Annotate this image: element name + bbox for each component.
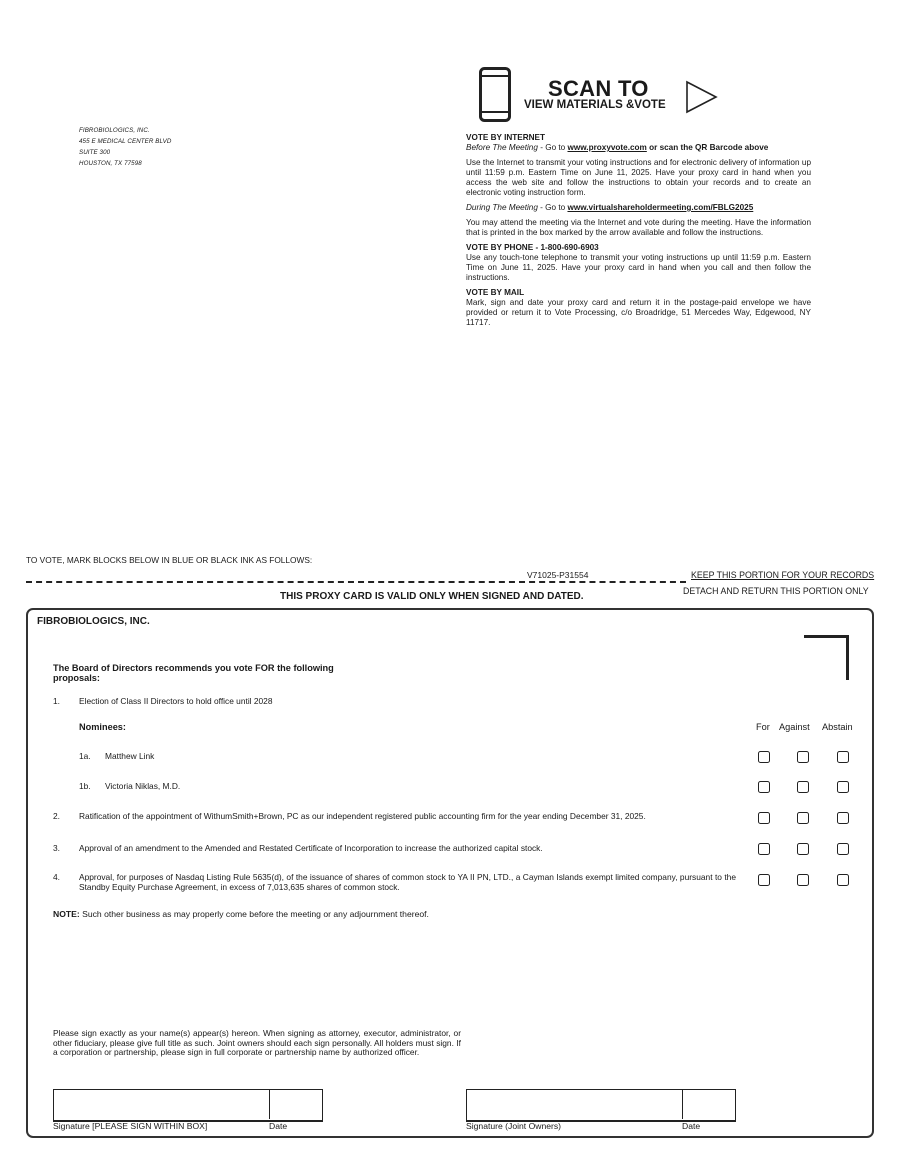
nominees-label: Nominees: — [79, 722, 126, 732]
vote-abstain-checkbox[interactable] — [837, 874, 849, 886]
vote-against-checkbox[interactable] — [797, 812, 809, 824]
mark-instruction: TO VOTE, MARK BLOCKS BELOW IN BLUE OR BLACK INK AS FOLLOWS: — [26, 555, 313, 565]
detach-line — [26, 581, 686, 583]
phone-body: Use any touch-tone telephone to transmit your voting instructions up until 11:59 p.m. Eastern Time on June 11, 2025. Have your proxy card in hand when you call and then follow the instructions. — [466, 253, 811, 282]
vote-against-checkbox[interactable] — [797, 874, 809, 886]
vote-abstain-checkbox[interactable] — [837, 781, 849, 793]
control-number: V71025-P31554 — [527, 570, 589, 580]
vote-against-checkbox[interactable] — [797, 781, 809, 793]
nominee-1a-number: 1a. — [79, 751, 91, 761]
note-text: Such other business as may properly come before the meeting or any adjournment thereof. — [79, 909, 429, 919]
address-line: FIBROBIOLOGICS, INC. — [79, 127, 150, 134]
internet-body: Use the Internet to transmit your voting instructions and for electronic delivery of information up until 11:59 p.m. Eastern Time on June 11, 2025. Have your proxy card in hand when you access the web site and follow the instructions to obtain your records and to create an electronic voting instruction form. — [466, 158, 811, 197]
proxyvote-link[interactable]: www.proxyvote.com — [567, 143, 647, 152]
proposal-2-text: Ratification of the appointment of WithumSmith+Brown, PC as our independent registered public accounting firm for the year ending December 31, 2025. — [79, 811, 646, 821]
keep-portion-label: KEEP THIS PORTION FOR YOUR RECORDS — [691, 570, 875, 580]
signature-label: Signature [PLEASE SIGN WITHIN BOX] — [53, 1121, 208, 1131]
sender-address — [79, 125, 171, 169]
vote-abstain-checkbox[interactable] — [837, 751, 849, 763]
nominee-1a-name: Matthew Link — [105, 751, 155, 761]
vote-against-checkbox[interactable] — [797, 751, 809, 763]
valid-notice: THIS PROXY CARD IS VALID ONLY WHEN SIGNED AND DATED. — [280, 591, 584, 602]
virtual-meeting-link[interactable]: www.virtualshareholdermeeting.com/FBLG2025 — [567, 203, 754, 212]
return-portion-label: DETACH AND RETURN THIS PORTION ONLY — [683, 586, 869, 596]
joint-date-label: Date — [682, 1121, 701, 1131]
joint-signature-box[interactable] — [466, 1089, 736, 1122]
vote-against-checkbox[interactable] — [797, 843, 809, 855]
signing-instructions: Please sign exactly as your name(s) appear(s) hereon. When signing as attorney, executor, administrator, or other fiduciary, please give full title as such. Joint owners should each sign personally. All holders must sign. If a corporation or partnership, please sign in full corporate or partnership name by authorized officer. — [53, 1028, 461, 1058]
joint-signature-date-divider — [682, 1089, 683, 1119]
mail-body: Mark, sign and date your proxy card and return it in the postage-paid envelope we have provided or return it to Vote Processing, c/o Broadridge, 51 Mercedes Way, Edgewood, NY 11717. — [466, 298, 811, 327]
before-mid: - Go to — [537, 143, 568, 152]
during-meeting-line — [466, 203, 811, 213]
proposal-3-number: 3. — [53, 843, 60, 853]
proposal-3-text: Approval of an amendment to the Amended and Restated Certificate of Incorporation to increase the authorized capital stock. — [79, 843, 543, 853]
vote-mail-heading: VOTE BY MAIL — [466, 288, 525, 297]
signature-box[interactable] — [53, 1089, 323, 1122]
signature-date-divider — [269, 1089, 270, 1119]
joint-signature-label: Signature (Joint Owners) — [466, 1121, 562, 1131]
company-name: FIBROBIOLOGICS, INC. — [37, 616, 150, 627]
column-abstain: Abstain — [822, 722, 853, 732]
phone-icon — [479, 67, 511, 122]
play-arrow-icon — [685, 80, 719, 114]
board-recommendation: The Board of Directors recommends you vote FOR the following proposals: — [53, 663, 334, 683]
proposal-4-number: 4. — [53, 872, 60, 882]
before-meeting-line — [466, 143, 811, 153]
note-label: NOTE: — [53, 909, 80, 919]
proposal-1-number: 1. — [53, 696, 60, 706]
during-meeting-label: During The Meeting — [466, 203, 538, 212]
nominee-1b-name: Victoria Niklas, M.D. — [105, 781, 181, 791]
vote-for-checkbox[interactable] — [758, 781, 770, 793]
scan-title: SCAN TO — [548, 76, 649, 101]
vote-for-checkbox[interactable] — [758, 874, 770, 886]
vote-abstain-checkbox[interactable] — [837, 843, 849, 855]
date-label: Date — [269, 1121, 288, 1131]
nominee-1b-number: 1b. — [79, 781, 91, 791]
vote-for-checkbox[interactable] — [758, 843, 770, 855]
before-meeting-label: Before The Meeting — [466, 143, 538, 152]
address-line: HOUSTON, TX 77598 — [79, 160, 142, 167]
voting-instructions — [466, 133, 811, 328]
address-line: SUITE 300 — [79, 149, 111, 156]
before-end: or scan the QR Barcode above — [646, 143, 769, 152]
proposal-1-text: Election of Class II Directors to hold office until 2028 — [79, 696, 273, 706]
proposal-4-text: Approval, for purposes of Nasdaq Listing Rule 5635(d), of the issuance of shares of common stock to YA II PN, LTD., a Cayman Islands exempt limited company, pursuant to the Standby Equity Purchase Agreement, in excess of 7,013,635 shares of common stock. — [79, 872, 736, 892]
vote-phone-heading: VOTE BY PHONE - 1-800-690-6903 — [466, 243, 599, 252]
during-mid: - Go to — [537, 203, 568, 212]
scan-subtitle: VIEW MATERIALS &VOTE — [524, 99, 666, 111]
proposal-2-number: 2. — [53, 811, 60, 821]
address-line: 455 E MEDICAL CENTER BLVD — [79, 138, 172, 145]
column-against: Against — [779, 722, 810, 732]
column-for: For — [756, 722, 770, 732]
vote-for-checkbox[interactable] — [758, 751, 770, 763]
vote-abstain-checkbox[interactable] — [837, 812, 849, 824]
vote-for-checkbox[interactable] — [758, 812, 770, 824]
registration-corner-mark — [804, 635, 849, 680]
during-body: You may attend the meeting via the Internet and vote during the meeting. Have the information that is printed in the box marked by the arrow available and follow the instructions. — [466, 218, 811, 237]
note — [53, 909, 429, 919]
vote-internet-heading: VOTE BY INTERNET — [466, 133, 546, 142]
